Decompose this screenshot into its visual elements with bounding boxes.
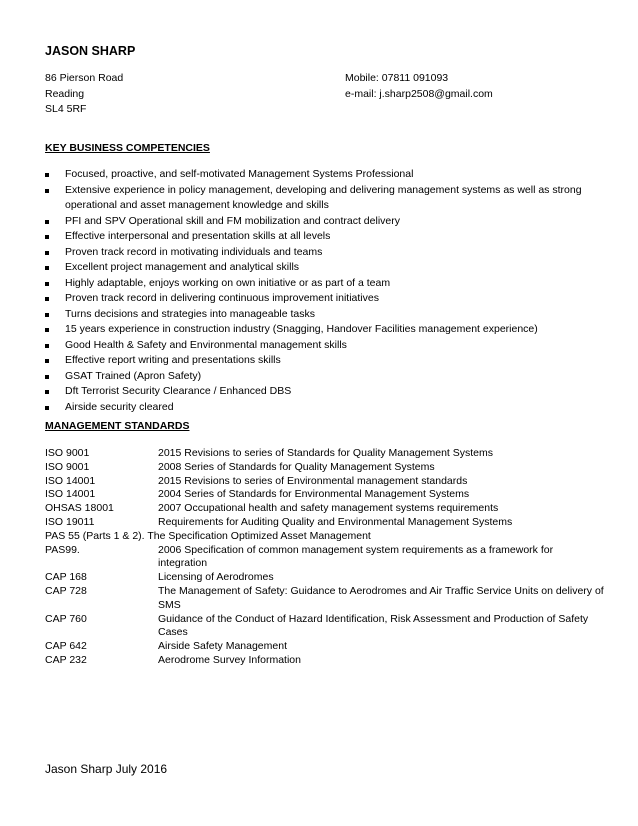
standard-code: CAP 232 [45,653,87,666]
bullet-icon [45,313,49,317]
standards-table [45,447,605,668]
competency-item [45,214,605,230]
standard-row [45,461,605,475]
address-line: 86 Pierson Road [45,72,124,84]
standard-code: CAP 728 [45,584,87,597]
competency-item [45,369,605,385]
competencies-list [45,167,605,415]
bullet-icon [45,359,49,363]
mobile-number: Mobile: 07811 091093 [345,72,449,84]
competency-item [45,384,605,400]
standard-description: Guidance of the Conduct of Hazard Identification, Risk Assessment and Production of Safety Cases [158,612,589,639]
standard-code: CAP 642 [45,640,87,653]
standard-row [45,654,605,668]
standard-code: CAP 760 [45,612,87,625]
competency-item [45,260,605,276]
standard-description: 2008 Series of Standards for Quality Management Systems [158,460,435,473]
bullet-icon [45,235,49,239]
standard-description: 2004 Series of Standards for Environmental Management Systems [158,488,470,501]
bullet-icon [45,173,49,177]
standard-description: Aerodrome Survey Information [158,653,301,666]
candidate-name: JASON SHARP [45,44,136,58]
competency-item [45,400,605,416]
competency-item [45,353,605,369]
standard-code: PAS 55 (Parts 1 & 2). The Specification Optimized Asset Management [45,529,371,542]
bullet-icon [45,251,49,255]
competency-text: Highly adaptable, enjoys working on own initiative or as part of a team [65,276,391,289]
competencies-heading: KEY BUSINESS COMPETENCIES [45,142,210,154]
competency-text: PFI and SPV Operational skill and FM mobilization and contract delivery [65,214,400,227]
standard-code: OHSAS 18001 [45,502,114,515]
standard-description: The Management of Safety: Guidance to Aerodromes and Air Traffic Service Units on delivery of SMS [158,584,604,611]
competency-text: Proven track record in delivering continuous improvement initiatives [65,292,379,304]
standard-row [45,585,605,613]
competency-text: 15 years experience in construction industry (Snagging, Handover Facilities management experience) [65,323,538,335]
standard-row [45,544,605,572]
postal-address [45,71,123,118]
standard-row [45,613,605,641]
bullet-icon [45,282,49,286]
bullet-icon [45,297,49,301]
competency-item [45,183,605,214]
standard-row [45,571,605,585]
competency-item [45,338,605,354]
standard-row [45,640,605,654]
competency-text: Effective report writing and presentations skills [65,354,281,366]
competency-text: Focused, proactive, and self-motivated Management Systems Professional [65,168,414,180]
standard-description: Requirements for Auditing Quality and Environmental Management Systems [158,515,513,528]
competency-text: Excellent project management and analytical skills [65,261,300,273]
standard-code: ISO 19011 [45,515,95,528]
standard-description: Licensing of Aerodromes [158,571,274,584]
standard-description: 2015 Revisions to series of Standards for Quality Management Systems [158,447,493,459]
standard-row [45,530,605,544]
standard-row [45,475,605,489]
competency-item [45,322,605,338]
competency-text: Good Health & Safety and Environmental management skills [65,338,347,351]
bullet-icon [45,328,49,332]
address-line: SL4 5RF [45,103,87,115]
contact-details [345,71,493,102]
bullet-icon [45,406,49,410]
standard-code: PAS99. [45,543,80,556]
standard-row [45,447,605,461]
competency-text: Extensive experience in policy management, developing and delivering management systems as well as strong operational and asset management knowledge and skills [65,183,582,211]
competency-text: Effective interpersonal and presentation skills at all levels [65,230,331,242]
competency-text: Dft Terrorist Security Clearance / Enhanced DBS [65,385,292,397]
competency-text: Turns decisions and strategies into manageable tasks [65,307,316,320]
email-address: e-mail: j.sharp2508@gmail.com [345,87,493,100]
bullet-icon [45,375,49,379]
standard-description: 2007 Occupational health and safety management systems requirements [158,502,499,515]
bullet-icon [45,390,49,394]
standard-row [45,516,605,530]
standard-description: Airside Safety Management [158,640,287,653]
competency-item [45,291,605,307]
bullet-icon [45,220,49,224]
competency-item [45,245,605,261]
competency-text: GSAT Trained (Apron Safety) [65,369,202,382]
competency-item [45,276,605,292]
address-line: Reading [45,87,85,100]
bullet-icon [45,344,49,348]
standard-code: ISO 14001 [45,474,96,487]
bullet-icon [45,189,49,193]
competency-item [45,167,605,183]
standard-code: ISO 9001 [45,460,90,473]
competency-text: Airside security cleared [65,400,174,413]
standard-row [45,502,605,516]
competency-item [45,307,605,323]
standards-heading: MANAGEMENT STANDARDS [45,420,190,432]
standard-code: ISO 9001 [45,447,90,459]
standard-row [45,488,605,502]
standard-description: 2006 Specification of common management system requirements as a framework for integration [158,543,554,570]
standard-code: CAP 168 [45,571,87,584]
standard-description: 2015 Revisions to series of Environmental management standards [158,474,468,487]
competency-item [45,229,605,245]
standard-code: ISO 14001 [45,488,96,501]
bullet-icon [45,266,49,270]
competency-text: Proven track record in motivating individuals and teams [65,245,323,258]
footer-text: Jason Sharp July 2016 [45,762,168,776]
